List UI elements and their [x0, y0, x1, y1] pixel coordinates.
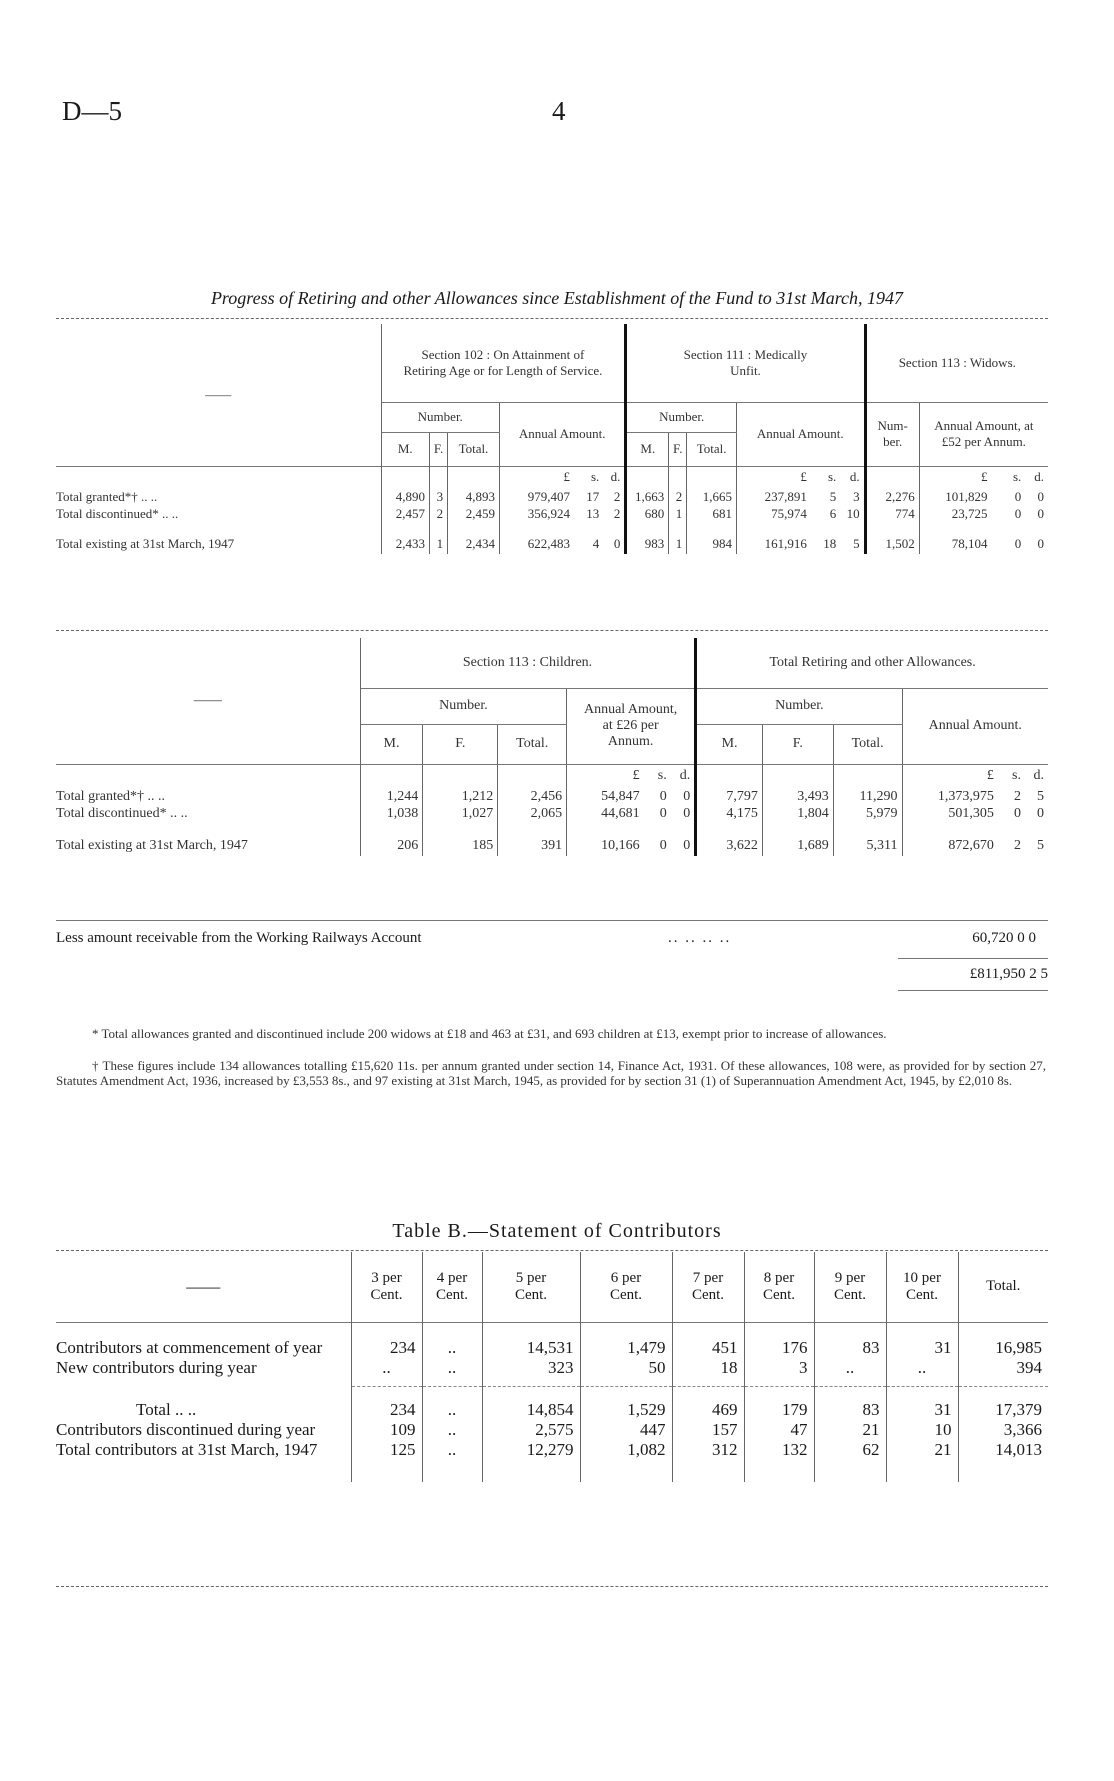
widows-number-heading: Num- ber.	[865, 402, 919, 466]
cell: 1	[430, 534, 448, 554]
total-heading: Total.	[833, 724, 902, 764]
cell: 323	[482, 1358, 580, 1386]
cell: 83	[814, 1400, 886, 1420]
cell: 23,725	[951, 505, 988, 521]
cell: 2,456	[498, 788, 567, 805]
cell: 2	[669, 488, 687, 505]
cell: 17,379	[995, 1400, 1042, 1419]
cell: 0	[1037, 488, 1044, 504]
column-header: 3 per Cent.	[351, 1252, 422, 1322]
shilling-unit: s.	[574, 466, 603, 488]
cell: ..	[422, 1338, 482, 1358]
cell: 1,373,975	[937, 788, 994, 804]
section-113-children-heading: Section 113 : Children.	[360, 638, 695, 688]
number-heading: Number.	[360, 688, 566, 724]
total-heading: Total.	[687, 432, 737, 466]
pence-unit: d.	[1025, 466, 1048, 488]
cell: 83	[814, 1338, 886, 1358]
cell: 54,847	[601, 788, 640, 804]
cell: 872,670	[948, 838, 994, 853]
pound-unit: £	[919, 466, 991, 488]
cell: 4,893	[448, 488, 500, 505]
cell: 0	[1014, 536, 1022, 551]
column-header: 6 per Cent.	[580, 1252, 672, 1322]
title-rule	[56, 318, 1048, 319]
table-row	[56, 488, 1048, 505]
cell: ..	[886, 1358, 958, 1386]
cell: 0	[671, 836, 696, 856]
part2-bottom-rule	[56, 920, 1048, 921]
cell: 1,663	[626, 488, 669, 505]
cell: 0	[1037, 536, 1044, 551]
cell: 12,279	[482, 1440, 580, 1460]
column-header: 8 per Cent.	[744, 1252, 814, 1322]
pound-unit: £	[736, 466, 810, 488]
cell: 2,433	[381, 534, 430, 554]
f-heading: F.	[669, 432, 687, 466]
progress-table-part1	[56, 324, 1048, 554]
cell: ..	[351, 1358, 422, 1386]
number-heading: Number.	[381, 402, 499, 432]
cell: 312	[672, 1440, 744, 1460]
corner-cell	[56, 1252, 351, 1322]
cell: 10	[886, 1420, 958, 1440]
cell: 176	[744, 1338, 814, 1358]
cell: 1,502	[865, 534, 919, 554]
corner-cell	[56, 638, 360, 764]
cell: 2,276	[865, 488, 919, 505]
table-row	[56, 805, 1048, 822]
cell: 1,479	[580, 1338, 672, 1358]
pound-unit: £	[902, 764, 998, 788]
cell: 2	[1013, 838, 1021, 853]
cell: 1	[669, 534, 687, 554]
f-heading: F.	[423, 724, 498, 764]
progress-table-part2	[56, 638, 1048, 856]
table-row	[56, 1400, 1048, 1420]
footnote-star: * Total allowances granted and discontinued include 200 widows at £18 and 463 at £31, and 693 children at £13, exempt prior to increase of allowances.	[92, 1026, 887, 1041]
cell: 2,459	[448, 505, 500, 522]
less-amount-label: Less amount receivable from the Working Railways Account	[56, 930, 422, 946]
cell: 391	[498, 836, 567, 856]
cell: 0	[1014, 488, 1022, 504]
cell: 1	[669, 505, 687, 522]
cell: 2	[603, 505, 626, 522]
page-number: 4	[552, 96, 566, 126]
cell: ..	[422, 1358, 482, 1386]
row-label: Contributors at commencement of year	[56, 1338, 351, 1358]
total-heading: Total.	[498, 724, 567, 764]
total-heading: Total.	[448, 432, 500, 466]
cell: 0	[603, 534, 626, 554]
column-header: 10 per Cent.	[886, 1252, 958, 1322]
cell: ..	[814, 1358, 886, 1386]
cell: 17	[586, 488, 600, 504]
annual-amount-heading: Annual Amount.	[736, 402, 865, 466]
cell: 5,979	[833, 805, 902, 822]
cell: 1,529	[580, 1400, 672, 1420]
cell: 5	[829, 488, 837, 504]
cell: 234	[351, 1400, 422, 1420]
cell: 234	[351, 1338, 422, 1358]
row-label: Total discontinued* .. ..	[56, 505, 381, 522]
row-label: Total .. ..	[56, 1400, 351, 1420]
cell: ..	[422, 1440, 482, 1460]
row-label: Total granted*† .. ..	[56, 488, 381, 505]
cell: 31	[886, 1400, 958, 1420]
table-b-bottom-rule	[56, 1586, 1048, 1587]
part-divider	[56, 630, 1048, 631]
column-header: 4 per Cent.	[422, 1252, 482, 1322]
number-heading: Number.	[696, 688, 902, 724]
row-label: Total discontinued* .. ..	[56, 805, 360, 822]
cell: 5	[1037, 788, 1044, 804]
row-label: Total granted*† .. ..	[56, 788, 360, 805]
final-total-rule	[898, 958, 1048, 959]
cell: 50	[580, 1358, 672, 1386]
m-heading: M.	[381, 432, 430, 466]
number-heading: Number.	[626, 402, 737, 432]
row-label: Total contributors at 31st March, 1947	[56, 1440, 351, 1460]
cell: 4,175	[696, 805, 763, 822]
column-header: 9 per Cent.	[814, 1252, 886, 1322]
annual-amount-heading: Annual Amount.	[928, 718, 1022, 733]
cell: 101,829	[945, 488, 988, 504]
cell: 3,366	[1003, 1420, 1042, 1439]
cell: 47	[744, 1420, 814, 1440]
corner-dash: ——	[186, 1276, 221, 1296]
cell: 1,244	[360, 788, 423, 805]
table-row	[56, 1338, 1048, 1358]
cell: 132	[744, 1440, 814, 1460]
document-code: D—5	[62, 96, 122, 126]
table-row	[56, 1358, 1048, 1386]
cell: 447	[580, 1420, 672, 1440]
cell: 3,493	[762, 788, 833, 805]
cell: 10	[840, 505, 865, 522]
cell: 0	[659, 838, 667, 853]
cell: 75,974	[771, 505, 807, 521]
column-header: 5 per Cent.	[482, 1252, 580, 1322]
cell: 21	[814, 1420, 886, 1440]
section-111-heading: Section 111 : Medically Unfit.	[626, 324, 865, 402]
cell: 5	[1037, 838, 1044, 853]
cell: 3	[744, 1358, 814, 1386]
cell: 14,531	[482, 1338, 580, 1358]
cell: 3	[840, 488, 865, 505]
total-allowances-heading: Total Retiring and other Allowances.	[696, 638, 1048, 688]
less-amount-value: 60,720 0 0	[972, 930, 1036, 946]
table-row	[56, 505, 1048, 522]
cell: 206	[360, 836, 423, 856]
corner-dash: ——	[205, 386, 232, 402]
cell: 979,407	[527, 488, 570, 504]
cell: 1,082	[580, 1440, 672, 1460]
cell: 4	[592, 536, 600, 551]
cell: 469	[672, 1400, 744, 1420]
cell: 774	[865, 505, 919, 522]
cell: 984	[687, 534, 737, 554]
cell: 0	[1014, 505, 1022, 521]
column-header: Total.	[986, 1278, 1021, 1295]
cell: 1,804	[762, 805, 833, 822]
m-heading: M.	[360, 724, 423, 764]
final-total-underline	[898, 990, 1048, 991]
cell: 451	[672, 1338, 744, 1358]
cell: 11,290	[833, 788, 902, 805]
corner-cell	[56, 324, 381, 466]
cell: 4,890	[381, 488, 430, 505]
shilling-unit: s.	[998, 764, 1025, 788]
table-row	[56, 836, 1048, 856]
cell: 501,305	[948, 805, 994, 821]
cell: 125	[351, 1440, 422, 1460]
cell: 5,311	[833, 836, 902, 856]
cell: 157	[672, 1420, 744, 1440]
cell: 394	[1016, 1358, 1042, 1377]
cell: 622,483	[527, 536, 570, 551]
f-heading: F.	[762, 724, 833, 764]
row-label: Contributors discontinued during year	[56, 1420, 351, 1440]
cell: 681	[687, 505, 737, 522]
cell: 2	[430, 505, 448, 522]
pence-unit: d.	[840, 466, 865, 488]
final-total-value: £811,950 2 5	[969, 966, 1048, 982]
cell: 13	[586, 505, 600, 521]
row-label: New contributors during year	[56, 1358, 351, 1386]
cell: 7,797	[696, 788, 763, 805]
cell: 44,681	[601, 805, 640, 821]
shilling-unit: s.	[811, 466, 840, 488]
leader-dots: .. .. .. ..	[668, 930, 732, 946]
cell: 179	[744, 1400, 814, 1420]
cell: 2,575	[482, 1420, 580, 1440]
table-b-title: Table B.—Statement of Contributors	[392, 1220, 722, 1242]
cell: 18	[823, 536, 837, 551]
cell: 0	[659, 805, 667, 821]
cell: 1,665	[687, 488, 737, 505]
cell: ..	[422, 1420, 482, 1440]
cell: 0	[1013, 805, 1021, 821]
table-row	[56, 1440, 1048, 1460]
cell: 1,027	[423, 805, 498, 822]
table-row	[56, 788, 1048, 805]
cell: 18	[672, 1358, 744, 1386]
cell: 62	[814, 1440, 886, 1460]
cell: 1,689	[762, 836, 833, 856]
cell: 983	[626, 534, 669, 554]
table-row	[56, 1420, 1048, 1440]
m-heading: M.	[696, 724, 763, 764]
column-header: 7 per Cent.	[672, 1252, 744, 1322]
cell: 356,924	[527, 505, 570, 521]
cell: 2,457	[381, 505, 430, 522]
corner-dash: ——	[193, 692, 222, 708]
cell: 185	[423, 836, 498, 856]
cell: 6	[829, 505, 837, 521]
cell: 0	[671, 788, 696, 805]
cell: ..	[422, 1400, 482, 1420]
cell: 237,891	[764, 488, 807, 504]
table-row	[56, 534, 1048, 554]
children-amount-heading: Annual Amount, at £26 per Annum.	[567, 688, 696, 764]
cell: 2,065	[498, 805, 567, 822]
cell: 31	[886, 1338, 958, 1358]
table-b-top-rule	[56, 1250, 1048, 1251]
shilling-unit: s.	[991, 466, 1025, 488]
cell: 161,916	[764, 536, 807, 551]
cell: 78,104	[951, 536, 988, 551]
pence-unit: d.	[1025, 764, 1048, 788]
cell: 16,985	[995, 1338, 1042, 1357]
widows-amount-heading: Annual Amount, at £52 per Annum.	[934, 418, 1034, 449]
footnote-dagger: † These figures include 134 allowances totalling £15,620 11s. per annum granted under section 14, Finance Act, 1931. Of these allowances, 108 were, as provided for by section 27, Statutes Amendment Act, 1936, increased by £3,553 8s., and 97 existing at 31st March, 1945, as provided for by section 31 (1) of Superannuation Amendment Act, 1945, by £2,010 8s.	[56, 1058, 1046, 1088]
row-label: Total existing at 31st March, 1947	[56, 534, 381, 554]
f-heading: F.	[430, 432, 448, 466]
cell: 10,166	[601, 838, 640, 853]
cell: 2,434	[448, 534, 500, 554]
cell: 0	[1037, 505, 1044, 521]
cell: 1,212	[423, 788, 498, 805]
m-heading: M.	[626, 432, 669, 466]
cell: 2	[603, 488, 626, 505]
pence-unit: d.	[671, 764, 696, 788]
cell: 3	[430, 488, 448, 505]
pound-unit: £	[567, 764, 644, 788]
cell: 109	[351, 1420, 422, 1440]
cell: 0	[671, 805, 696, 822]
cell: 0	[1037, 805, 1044, 821]
cell: 21	[886, 1440, 958, 1460]
section-102-heading: Section 102 : On Attainment of Retiring Age or for Length of Service.	[381, 324, 626, 402]
cell: 3,622	[696, 836, 763, 856]
cell: 14,013	[995, 1440, 1042, 1459]
table-b	[56, 1252, 1048, 1482]
progress-table-title: Progress of Retiring and other Allowances since Establishment of the Fund to 31st March, 1947	[210, 288, 904, 308]
cell: 1,038	[360, 805, 423, 822]
cell: 14,854	[482, 1400, 580, 1420]
cell: 0	[659, 788, 667, 804]
pound-unit: £	[499, 466, 573, 488]
cell: 2	[1013, 788, 1021, 804]
pence-unit: d.	[603, 466, 626, 488]
row-label: Total existing at 31st March, 1947	[56, 836, 360, 856]
annual-amount-heading: Annual Amount.	[499, 402, 625, 466]
cell: 5	[840, 534, 865, 554]
cell: 680	[626, 505, 669, 522]
shilling-unit: s.	[644, 764, 671, 788]
section-113-widows-heading: Section 113 : Widows.	[865, 324, 1048, 402]
